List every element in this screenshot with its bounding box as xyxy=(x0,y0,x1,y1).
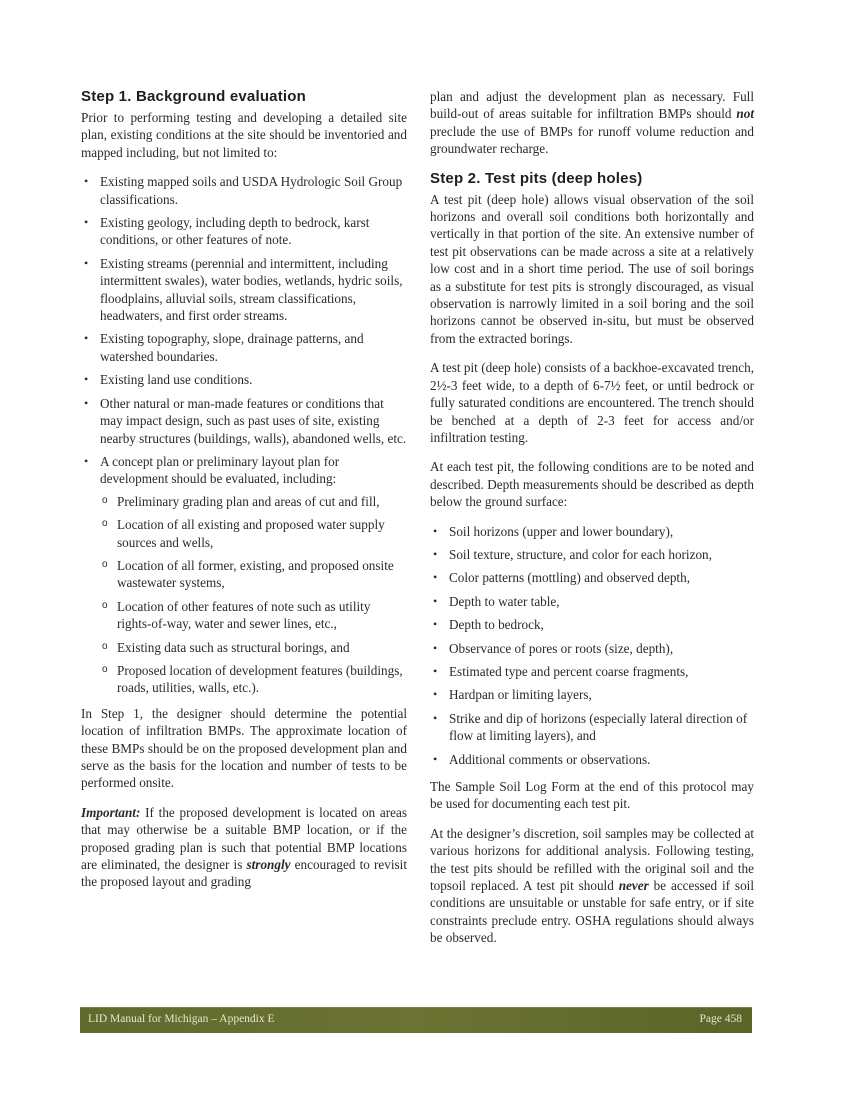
continued-text-end: preclude the use of BMPs for runoff volume reduction and groundwater recharge. xyxy=(430,123,754,157)
test-pit-paragraph-2: A test pit (deep hole) consists of a backhoe-excavated trench, 2½-3 feet wide, to a depth of 6-7½ feet, or until bedrock or fully saturated conditions are encountered. The trench should be benched at a depth of 2-3 feet for access and/or infiltration testing. xyxy=(430,360,754,445)
list-item: • Existing mapped soils and USDA Hydrologic Soil Group classifications. xyxy=(81,173,407,208)
list-item: • Soil texture, structure, and color for each horizon, xyxy=(430,546,754,563)
concept-plan-sub-list xyxy=(100,493,407,697)
step1-intro: Prior to performing testing and developing a detailed site plan, existing conditions at the site should be inventoried and mapped including, but not limited to: xyxy=(81,110,407,160)
important-paragraph xyxy=(81,804,407,891)
list-item: • Existing topography, slope, drainage patterns, and watershed boundaries. xyxy=(81,330,407,365)
list-item: • Strike and dip of horizons (especially lateral direction of flow at limiting layers), and xyxy=(430,710,754,745)
list-item-concept-plan xyxy=(81,453,407,697)
list-item-text: A concept plan or preliminary layout plan for development should be evaluated, including: xyxy=(100,453,340,487)
list-item: • Soil horizons (upper and lower boundary), xyxy=(430,523,754,540)
list-item: • Color patterns (mottling) and observed depth, xyxy=(430,569,754,586)
sub-list-item: o Preliminary grading plan and areas of cut and fill, xyxy=(100,493,407,510)
test-pit-conditions-list xyxy=(430,523,754,768)
important-text-end: encouraged to revisit the proposed layout and grading xyxy=(81,857,407,890)
list-item: • Estimated type and percent coarse fragments, xyxy=(430,663,754,680)
test-pit-paragraph-3: At each test pit, the following conditions are to be noted and described. Depth measurements should be described as depth below the ground surface: xyxy=(430,459,754,510)
list-item: • Depth to water table, xyxy=(430,593,754,610)
list-item: • Existing land use conditions. xyxy=(81,371,407,388)
sample-log-paragraph: The Sample Soil Log Form at the end of this protocol may be used for documenting each test pit. xyxy=(430,779,754,812)
list-item: • Additional comments or observations. xyxy=(430,751,754,768)
sub-list-item: o Location of other features of note such as utility rights-of-way, water and sewer lines, etc., xyxy=(100,598,407,633)
continued-paragraph xyxy=(430,88,754,158)
important-emphasis: strongly xyxy=(246,857,291,873)
important-label: Important: xyxy=(81,804,141,820)
sub-list-item: o Location of all existing and proposed water supply sources and wells, xyxy=(100,516,407,551)
left-column xyxy=(81,88,407,891)
sub-list-item: o Proposed location of development features (buildings, roads, utilities, walls, etc.). xyxy=(100,662,407,697)
footer-page-number: Page 458 xyxy=(699,1013,742,1025)
sub-list-item: o Location of all former, existing, and proposed onsite wastewater systems, xyxy=(100,557,407,592)
test-pit-paragraph-1: A test pit (deep hole) allows visual observation of the soil horizons and overall soil conditions both horizontally and vertically in that portion of the site. An extensive number of test pit observations can be made across a site at a relatively low cost and in a short time period. The use of soil borings as a substitute for test pits is strongly discouraged, as visual observation is narrowly limited in a soil boring and the soil horizons cannot be observed in-situ, but must be observed from the extracted borings. xyxy=(430,191,754,346)
page-footer xyxy=(80,1007,752,1033)
list-item: • Observance of pores or roots (size, depth), xyxy=(430,640,754,657)
right-column xyxy=(430,88,754,947)
step1-heading: Step 1. Background evaluation xyxy=(81,88,307,105)
step1-paragraph: In Step 1, the designer should determine the potential location of infiltration BMPs. The approximate location of these BMPs should be on the proposed development plan and serve as the basis for the location and number of tests to be performed onsite. xyxy=(81,705,407,791)
important-text: If the proposed development is located on areas that may otherwise be a suitable BMP location, or if the proposed grading plan is such that potential BMP locations are eliminated, the designer is xyxy=(81,804,407,873)
list-item: • Hardpan or limiting layers, xyxy=(430,686,754,703)
not-emphasis: not xyxy=(736,106,754,122)
list-item: • Other natural or man-made features or conditions that may impact design, such as past uses of site, existing nearby structures (buildings, walls), abandoned wells, etc. xyxy=(81,395,407,447)
sub-list-item: o Existing data such as structural borings, and xyxy=(100,639,407,656)
discretion-paragraph xyxy=(430,825,754,947)
footer-manual-title: LID Manual for Michigan – Appendix E xyxy=(88,1013,275,1025)
discretion-text-end: be accessed if soil conditions are unsuitable or unstable for safe entry, or if site constraints preclude entry. OSHA regulations should always be observed. xyxy=(430,878,754,946)
discretion-text: At the designer’s discretion, soil samples may be collected at various horizons for additional analysis. Following testing, the test pits should be refilled with the original soil and the topsoil replaced. A test pit should xyxy=(430,825,754,894)
list-item: • Existing geology, including depth to bedrock, karst conditions, or other features of note. xyxy=(81,214,407,249)
list-item: • Existing streams (perennial and intermittent, including intermittent swales), water bodies, wetlands, hydric soils, floodplains, alluvial soils, stream classifications, headwaters, and first order streams. xyxy=(81,255,407,325)
list-item: • Depth to bedrock, xyxy=(430,616,754,633)
continued-text: plan and adjust the development plan as necessary. Full build-out of areas suitable for infiltration BMPs should xyxy=(430,89,754,122)
step1-bullet-list xyxy=(81,173,407,697)
never-emphasis: never xyxy=(618,878,649,894)
step2-heading: Step 2. Test pits (deep holes) xyxy=(430,169,643,187)
